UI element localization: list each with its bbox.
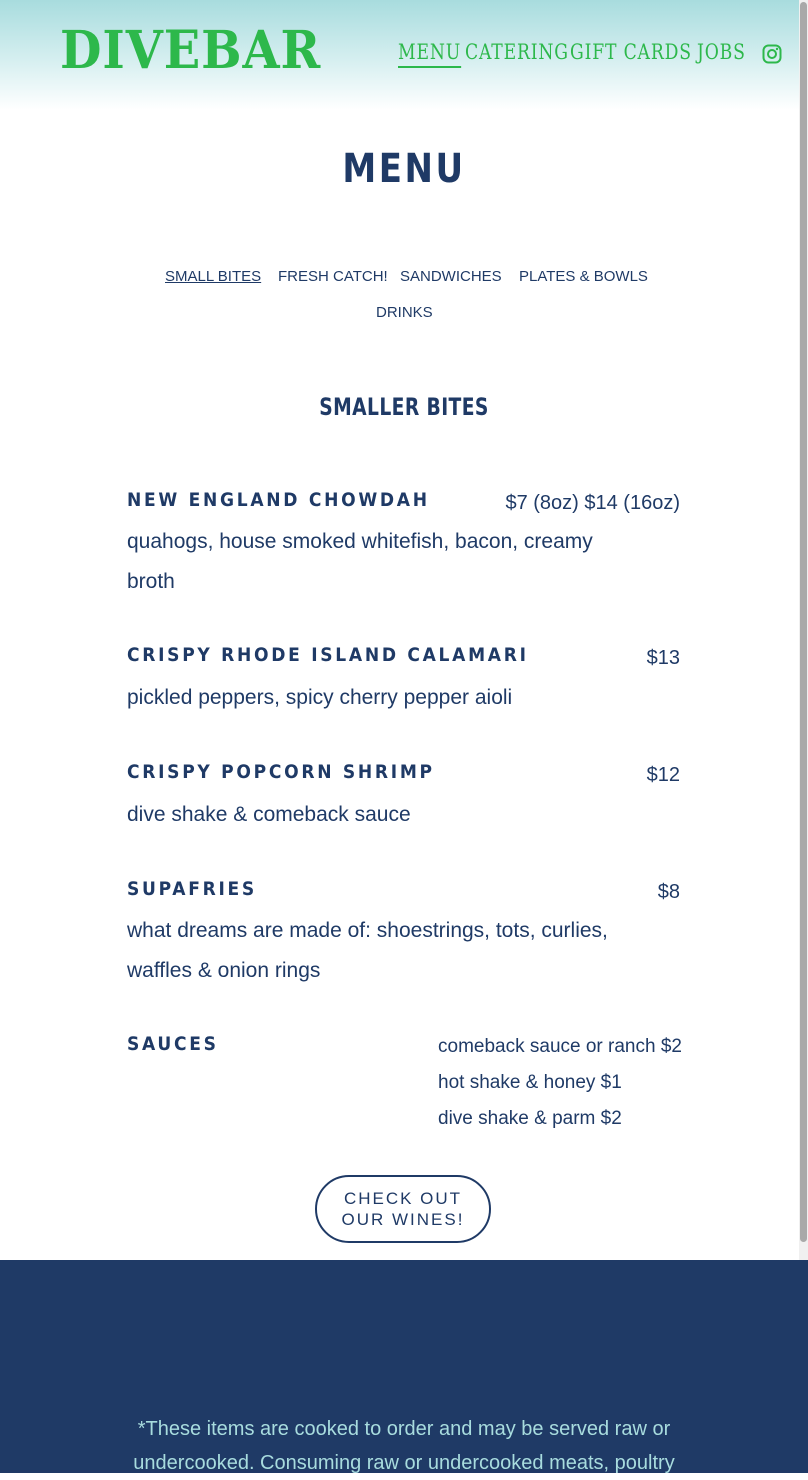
menu-item-price: $8 [657, 881, 680, 903]
nav-jobs[interactable]: JOBS [697, 40, 746, 64]
page-scrollbar[interactable] [799, 0, 808, 1260]
category-fresh-catch[interactable]: FRESH CATCH! [278, 268, 388, 285]
page-title: MENU [342, 146, 466, 192]
menu-item-price: $7 (8oz) $14 (16oz) [505, 492, 680, 514]
menu-item-description: what dreams are made of: shoestrings, tots, curlies, waffles & onion rings [127, 919, 608, 982]
menu-item-price: $12 [646, 764, 680, 786]
nav-catering[interactable]: CATERING [465, 40, 569, 64]
menu-item-price: $13 [646, 647, 680, 669]
instagram-icon[interactable] [762, 44, 782, 64]
nav-gift-cards[interactable]: GIFT CARDS [570, 40, 692, 64]
sauce-option: dive shake & parm $2 [438, 1108, 622, 1129]
site-footer [0, 1260, 808, 1473]
check-out-wines-button[interactable]: CHECK OUT OUR WINES! [315, 1175, 491, 1243]
menu-item-name: SUPAFRIES [127, 878, 257, 900]
raw-food-disclaimer: *These items are cooked to order and may be served raw or undercooked. Consuming raw or undercooked meats, poultry [133, 1418, 675, 1474]
category-drinks[interactable]: DRINKS [376, 304, 433, 321]
menu-item-description: dive shake & comeback sauce [127, 803, 411, 826]
scrollbar-thumb[interactable] [800, 2, 807, 1242]
menu-item-description: quahogs, house smoked whitefish, bacon, creamy broth [127, 530, 593, 593]
section-title: SMALLER BITES [319, 393, 489, 421]
sauce-option: comeback sauce or ranch $2 [438, 1036, 682, 1057]
menu-item-description: pickled peppers, spicy cherry pepper aioli [127, 686, 513, 709]
menu-item-name: CRISPY POPCORN SHRIMP [127, 761, 435, 783]
site-logo[interactable]: DIVEBAR [60, 20, 322, 81]
category-small-bites[interactable]: SMALL BITES [165, 268, 262, 285]
site-header [0, 0, 808, 110]
sauce-option: hot shake & honey $1 [438, 1072, 622, 1093]
category-plates-bowls[interactable]: PLATES & BOWLS [519, 268, 648, 285]
menu-item-name: CRISPY RHODE ISLAND CALAMARI [127, 644, 529, 666]
category-sandwiches[interactable]: SANDWICHES [400, 268, 502, 285]
nav-menu[interactable]: MENU [398, 40, 461, 68]
menu-item-name: NEW ENGLAND CHOWDAH [127, 489, 430, 511]
sauces-heading: SAUCES [127, 1033, 219, 1055]
